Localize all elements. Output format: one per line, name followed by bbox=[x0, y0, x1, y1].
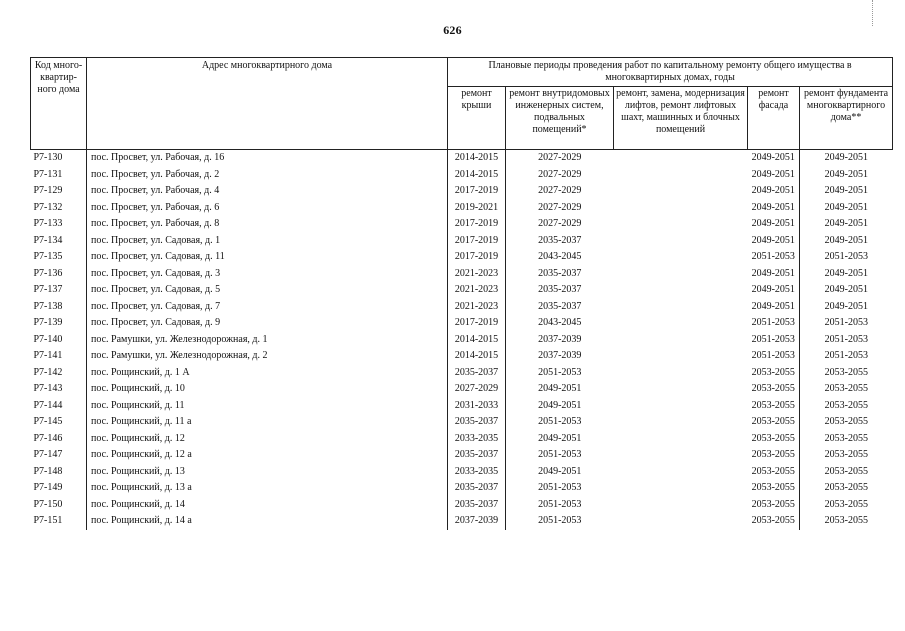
cell-roof: 2021-2023 bbox=[448, 266, 506, 283]
cell-facade: 2049-2051 bbox=[751, 300, 795, 312]
header-code: Код много-квартир-ного дома bbox=[31, 58, 87, 150]
cell-foundation: 2051-2053 bbox=[800, 348, 893, 365]
cell-systems: 2027-2029 bbox=[506, 216, 614, 233]
cell-code: Р7-149 bbox=[33, 482, 63, 494]
cell-foundation: 2053-2055 bbox=[800, 365, 893, 382]
header-foundation: ремонт фундамента многоквартирного дома** bbox=[800, 87, 893, 150]
cell-code: Р7-148 bbox=[33, 465, 63, 477]
table-row bbox=[31, 381, 893, 398]
cell-code: Р7-144 bbox=[33, 399, 63, 411]
cell-roof: 2035-2037 bbox=[448, 497, 506, 514]
cell-facade: 2049-2051 bbox=[751, 201, 795, 213]
cell-systems: 2049-2051 bbox=[506, 381, 614, 398]
cell-roof: 2017-2019 bbox=[448, 249, 506, 266]
cell-facade: 2049-2051 bbox=[751, 168, 795, 180]
cell-facade: 2049-2051 bbox=[751, 218, 795, 230]
cell-code: Р7-146 bbox=[33, 432, 63, 444]
cell-roof: 2019-2021 bbox=[448, 200, 506, 217]
cell-code: Р7-129 bbox=[33, 185, 63, 197]
cell-address: пос. Рощинский, д. 11 bbox=[87, 398, 448, 415]
table-row bbox=[31, 447, 893, 464]
cell-systems: 2037-2039 bbox=[506, 332, 614, 349]
cell-roof: 2017-2019 bbox=[448, 233, 506, 250]
cell-address: пос. Просвет, ул. Рабочая, д. 4 bbox=[87, 183, 448, 200]
header-elevators: ремонт, замена, модернизация лифтов, ремонт лифтовых шахт, машинных и блочных помещений bbox=[614, 87, 748, 150]
cell-systems: 2051-2053 bbox=[506, 414, 614, 431]
cell-code: Р7-143 bbox=[33, 383, 63, 395]
cell-foundation: 2053-2055 bbox=[800, 464, 893, 481]
cell-foundation: 2049-2051 bbox=[800, 167, 893, 184]
cell-systems: 2027-2029 bbox=[506, 200, 614, 217]
cell-address: пос. Рамушки, ул. Железнодорожная, д. 2 bbox=[87, 348, 448, 365]
cell-roof: 2021-2023 bbox=[448, 299, 506, 316]
cell-facade: 2053-2055 bbox=[751, 465, 795, 477]
cell-facade: 2049-2051 bbox=[751, 152, 795, 164]
cell-roof: 2014-2015 bbox=[448, 150, 506, 167]
cell-foundation: 2049-2051 bbox=[800, 216, 893, 233]
cell-foundation: 2051-2053 bbox=[800, 315, 893, 332]
cell-facade: 2053-2055 bbox=[751, 399, 795, 411]
cell-systems: 2037-2039 bbox=[506, 348, 614, 365]
cell-systems: 2049-2051 bbox=[506, 398, 614, 415]
table-row bbox=[31, 414, 893, 431]
cell-address: пос. Просвет, ул. Рабочая, д. 6 bbox=[87, 200, 448, 217]
cell-facade: 2053-2055 bbox=[751, 432, 795, 444]
cell-foundation: 2049-2051 bbox=[800, 266, 893, 283]
cell-address: пос. Просвет, ул. Садовая, д. 11 bbox=[87, 249, 448, 266]
cell-foundation: 2053-2055 bbox=[800, 447, 893, 464]
cell-elevators bbox=[614, 266, 748, 283]
cell-roof: 2014-2015 bbox=[448, 348, 506, 365]
table-row bbox=[31, 497, 893, 514]
cell-address: пос. Рощинский, д. 14 bbox=[87, 497, 448, 514]
cell-systems: 2043-2045 bbox=[506, 249, 614, 266]
cell-roof: 2017-2019 bbox=[448, 315, 506, 332]
table-row bbox=[31, 513, 893, 530]
cell-facade: 2053-2055 bbox=[751, 383, 795, 395]
cell-foundation: 2051-2053 bbox=[800, 332, 893, 349]
table-header bbox=[31, 58, 893, 150]
cell-code: Р7-134 bbox=[33, 234, 63, 246]
cell-address: пос. Рамушки, ул. Железнодорожная, д. 1 bbox=[87, 332, 448, 349]
cell-foundation: 2053-2055 bbox=[800, 414, 893, 431]
cell-facade: 2053-2055 bbox=[751, 482, 795, 494]
cell-code: Р7-132 bbox=[33, 201, 63, 213]
cell-elevators bbox=[614, 480, 748, 497]
cell-code: Р7-130 bbox=[33, 152, 63, 164]
scan-edge-mark bbox=[872, 0, 887, 26]
table-row bbox=[31, 167, 893, 184]
cell-roof: 2035-2037 bbox=[448, 414, 506, 431]
cell-systems: 2049-2051 bbox=[506, 431, 614, 448]
cell-facade: 2049-2051 bbox=[751, 284, 795, 296]
table-row bbox=[31, 282, 893, 299]
cell-systems: 2051-2053 bbox=[506, 365, 614, 382]
cell-code: Р7-147 bbox=[33, 449, 63, 461]
cell-systems: 2035-2037 bbox=[506, 282, 614, 299]
cell-facade: 2053-2055 bbox=[751, 498, 795, 510]
cell-address: пос. Просвет, ул. Садовая, д. 5 bbox=[87, 282, 448, 299]
cell-elevators bbox=[614, 348, 748, 365]
cell-address: пос. Рощинский, д. 12 bbox=[87, 431, 448, 448]
header-systems: ремонт внутридомовых инженерных систем, подвальных помещений* bbox=[506, 87, 614, 150]
table-row bbox=[31, 365, 893, 382]
cell-code: Р7-139 bbox=[33, 317, 63, 329]
cell-code: Р7-150 bbox=[33, 498, 63, 510]
cell-elevators bbox=[614, 183, 748, 200]
cell-code: Р7-145 bbox=[33, 416, 63, 428]
cell-foundation: 2049-2051 bbox=[800, 150, 893, 167]
cell-elevators bbox=[614, 464, 748, 481]
cell-foundation: 2053-2055 bbox=[800, 381, 893, 398]
table-row bbox=[31, 480, 893, 497]
cell-systems: 2051-2053 bbox=[506, 497, 614, 514]
cell-address: пос. Рощинский, д. 11 а bbox=[87, 414, 448, 431]
cell-systems: 2051-2053 bbox=[506, 447, 614, 464]
cell-elevators bbox=[614, 233, 748, 250]
cell-facade: 2051-2053 bbox=[751, 317, 795, 329]
cell-facade: 2051-2053 bbox=[751, 350, 795, 362]
cell-code: Р7-140 bbox=[33, 333, 63, 345]
table-body bbox=[31, 150, 893, 530]
cell-elevators bbox=[614, 299, 748, 316]
cell-facade: 2049-2051 bbox=[751, 267, 795, 279]
cell-foundation: 2049-2051 bbox=[800, 282, 893, 299]
cell-facade: 2053-2055 bbox=[751, 515, 795, 527]
header-address: Адрес многоквартирного дома bbox=[87, 58, 448, 150]
cell-elevators bbox=[614, 315, 748, 332]
cell-elevators bbox=[614, 167, 748, 184]
cell-code: Р7-135 bbox=[33, 251, 63, 263]
cell-address: пос. Рощинский, д. 1 А bbox=[87, 365, 448, 382]
cell-systems: 2027-2029 bbox=[506, 150, 614, 167]
table-row bbox=[31, 315, 893, 332]
cell-address: пос. Рощинский, д. 14 а bbox=[87, 513, 448, 530]
table-row bbox=[31, 183, 893, 200]
cell-code: Р7-141 bbox=[33, 350, 63, 362]
cell-roof: 2035-2037 bbox=[448, 447, 506, 464]
cell-facade: 2051-2053 bbox=[751, 333, 795, 345]
header-periods: Плановые периоды проведения работ по капитальному ремонту общего имущества в многоквартирных домах, годы bbox=[448, 58, 893, 87]
cell-address: пос. Просвет, ул. Садовая, д. 9 bbox=[87, 315, 448, 332]
cell-elevators bbox=[614, 414, 748, 431]
cell-systems: 2035-2037 bbox=[506, 233, 614, 250]
cell-foundation: 2053-2055 bbox=[800, 431, 893, 448]
cell-elevators bbox=[614, 497, 748, 514]
cell-systems: 2035-2037 bbox=[506, 299, 614, 316]
cell-address: пос. Рощинский, д. 10 bbox=[87, 381, 448, 398]
cell-address: пос. Рощинский, д. 13 а bbox=[87, 480, 448, 497]
cell-systems: 2027-2029 bbox=[506, 167, 614, 184]
table-row bbox=[31, 150, 893, 167]
table-row bbox=[31, 464, 893, 481]
table-row bbox=[31, 200, 893, 217]
cell-foundation: 2049-2051 bbox=[800, 200, 893, 217]
cell-foundation: 2049-2051 bbox=[800, 233, 893, 250]
cell-facade: 2051-2053 bbox=[751, 251, 795, 263]
cell-foundation: 2053-2055 bbox=[800, 497, 893, 514]
cell-foundation: 2053-2055 bbox=[800, 513, 893, 530]
cell-roof: 2027-2029 bbox=[448, 381, 506, 398]
cell-code: Р7-142 bbox=[33, 366, 63, 378]
cell-systems: 2051-2053 bbox=[506, 513, 614, 530]
cell-elevators bbox=[614, 249, 748, 266]
cell-foundation: 2051-2053 bbox=[800, 249, 893, 266]
cell-elevators bbox=[614, 381, 748, 398]
cell-code: Р7-138 bbox=[33, 300, 63, 312]
cell-roof: 2035-2037 bbox=[448, 365, 506, 382]
cell-facade: 2053-2055 bbox=[751, 366, 795, 378]
cell-elevators bbox=[614, 216, 748, 233]
table-row bbox=[31, 216, 893, 233]
header-facade: ремонт фасада bbox=[748, 87, 800, 150]
cell-address: пос. Рощинский, д. 12 а bbox=[87, 447, 448, 464]
cell-roof: 2031-2033 bbox=[448, 398, 506, 415]
cell-foundation: 2049-2051 bbox=[800, 299, 893, 316]
cell-foundation: 2053-2055 bbox=[800, 480, 893, 497]
cell-address: пос. Просвет, ул. Рабочая, д. 16 bbox=[87, 150, 448, 167]
cell-address: пос. Просвет, ул. Садовая, д. 3 bbox=[87, 266, 448, 283]
cell-address: пос. Просвет, ул. Рабочая, д. 2 bbox=[87, 167, 448, 184]
cell-code: Р7-136 bbox=[33, 267, 63, 279]
table-row bbox=[31, 249, 893, 266]
cell-code: Р7-133 bbox=[33, 218, 63, 230]
cell-elevators bbox=[614, 282, 748, 299]
cell-roof: 2021-2023 bbox=[448, 282, 506, 299]
cell-foundation: 2053-2055 bbox=[800, 398, 893, 415]
cell-facade: 2049-2051 bbox=[751, 185, 795, 197]
cell-roof: 2017-2019 bbox=[448, 183, 506, 200]
cell-elevators bbox=[614, 365, 748, 382]
cell-facade: 2049-2051 bbox=[751, 234, 795, 246]
cell-roof: 2014-2015 bbox=[448, 167, 506, 184]
table-row bbox=[31, 348, 893, 365]
page-number: 626 bbox=[443, 23, 462, 37]
cell-elevators bbox=[614, 200, 748, 217]
cell-systems: 2035-2037 bbox=[506, 266, 614, 283]
table-row bbox=[31, 233, 893, 250]
cell-address: пос. Просвет, ул. Садовая, д. 7 bbox=[87, 299, 448, 316]
cell-code: Р7-137 bbox=[33, 284, 63, 296]
cell-elevators bbox=[614, 513, 748, 530]
cell-elevators bbox=[614, 431, 748, 448]
cell-roof: 2033-2035 bbox=[448, 431, 506, 448]
cell-systems: 2043-2045 bbox=[506, 315, 614, 332]
cell-roof: 2014-2015 bbox=[448, 332, 506, 349]
cell-foundation: 2049-2051 bbox=[800, 183, 893, 200]
cell-systems: 2051-2053 bbox=[506, 480, 614, 497]
cell-facade: 2053-2055 bbox=[751, 449, 795, 461]
cell-roof: 2033-2035 bbox=[448, 464, 506, 481]
cell-address: пос. Просвет, ул. Садовая, д. 1 bbox=[87, 233, 448, 250]
cell-elevators bbox=[614, 398, 748, 415]
cell-address: пос. Просвет, ул. Рабочая, д. 8 bbox=[87, 216, 448, 233]
cell-roof: 2035-2037 bbox=[448, 480, 506, 497]
table-row bbox=[31, 431, 893, 448]
cell-elevators bbox=[614, 332, 748, 349]
table-row bbox=[31, 332, 893, 349]
cell-roof: 2037-2039 bbox=[448, 513, 506, 530]
capital-repair-schedule-table bbox=[30, 57, 893, 530]
cell-facade: 2053-2055 bbox=[751, 416, 795, 428]
cell-roof: 2017-2019 bbox=[448, 216, 506, 233]
table-row bbox=[31, 398, 893, 415]
table-row bbox=[31, 266, 893, 283]
cell-systems: 2049-2051 bbox=[506, 464, 614, 481]
cell-code: Р7-131 bbox=[33, 168, 63, 180]
table-row bbox=[31, 299, 893, 316]
header-roof: ремонт крыши bbox=[448, 87, 506, 150]
cell-elevators bbox=[614, 150, 748, 167]
cell-code: Р7-151 bbox=[33, 515, 63, 527]
cell-systems: 2027-2029 bbox=[506, 183, 614, 200]
cell-elevators bbox=[614, 447, 748, 464]
cell-address: пос. Рощинский, д. 13 bbox=[87, 464, 448, 481]
